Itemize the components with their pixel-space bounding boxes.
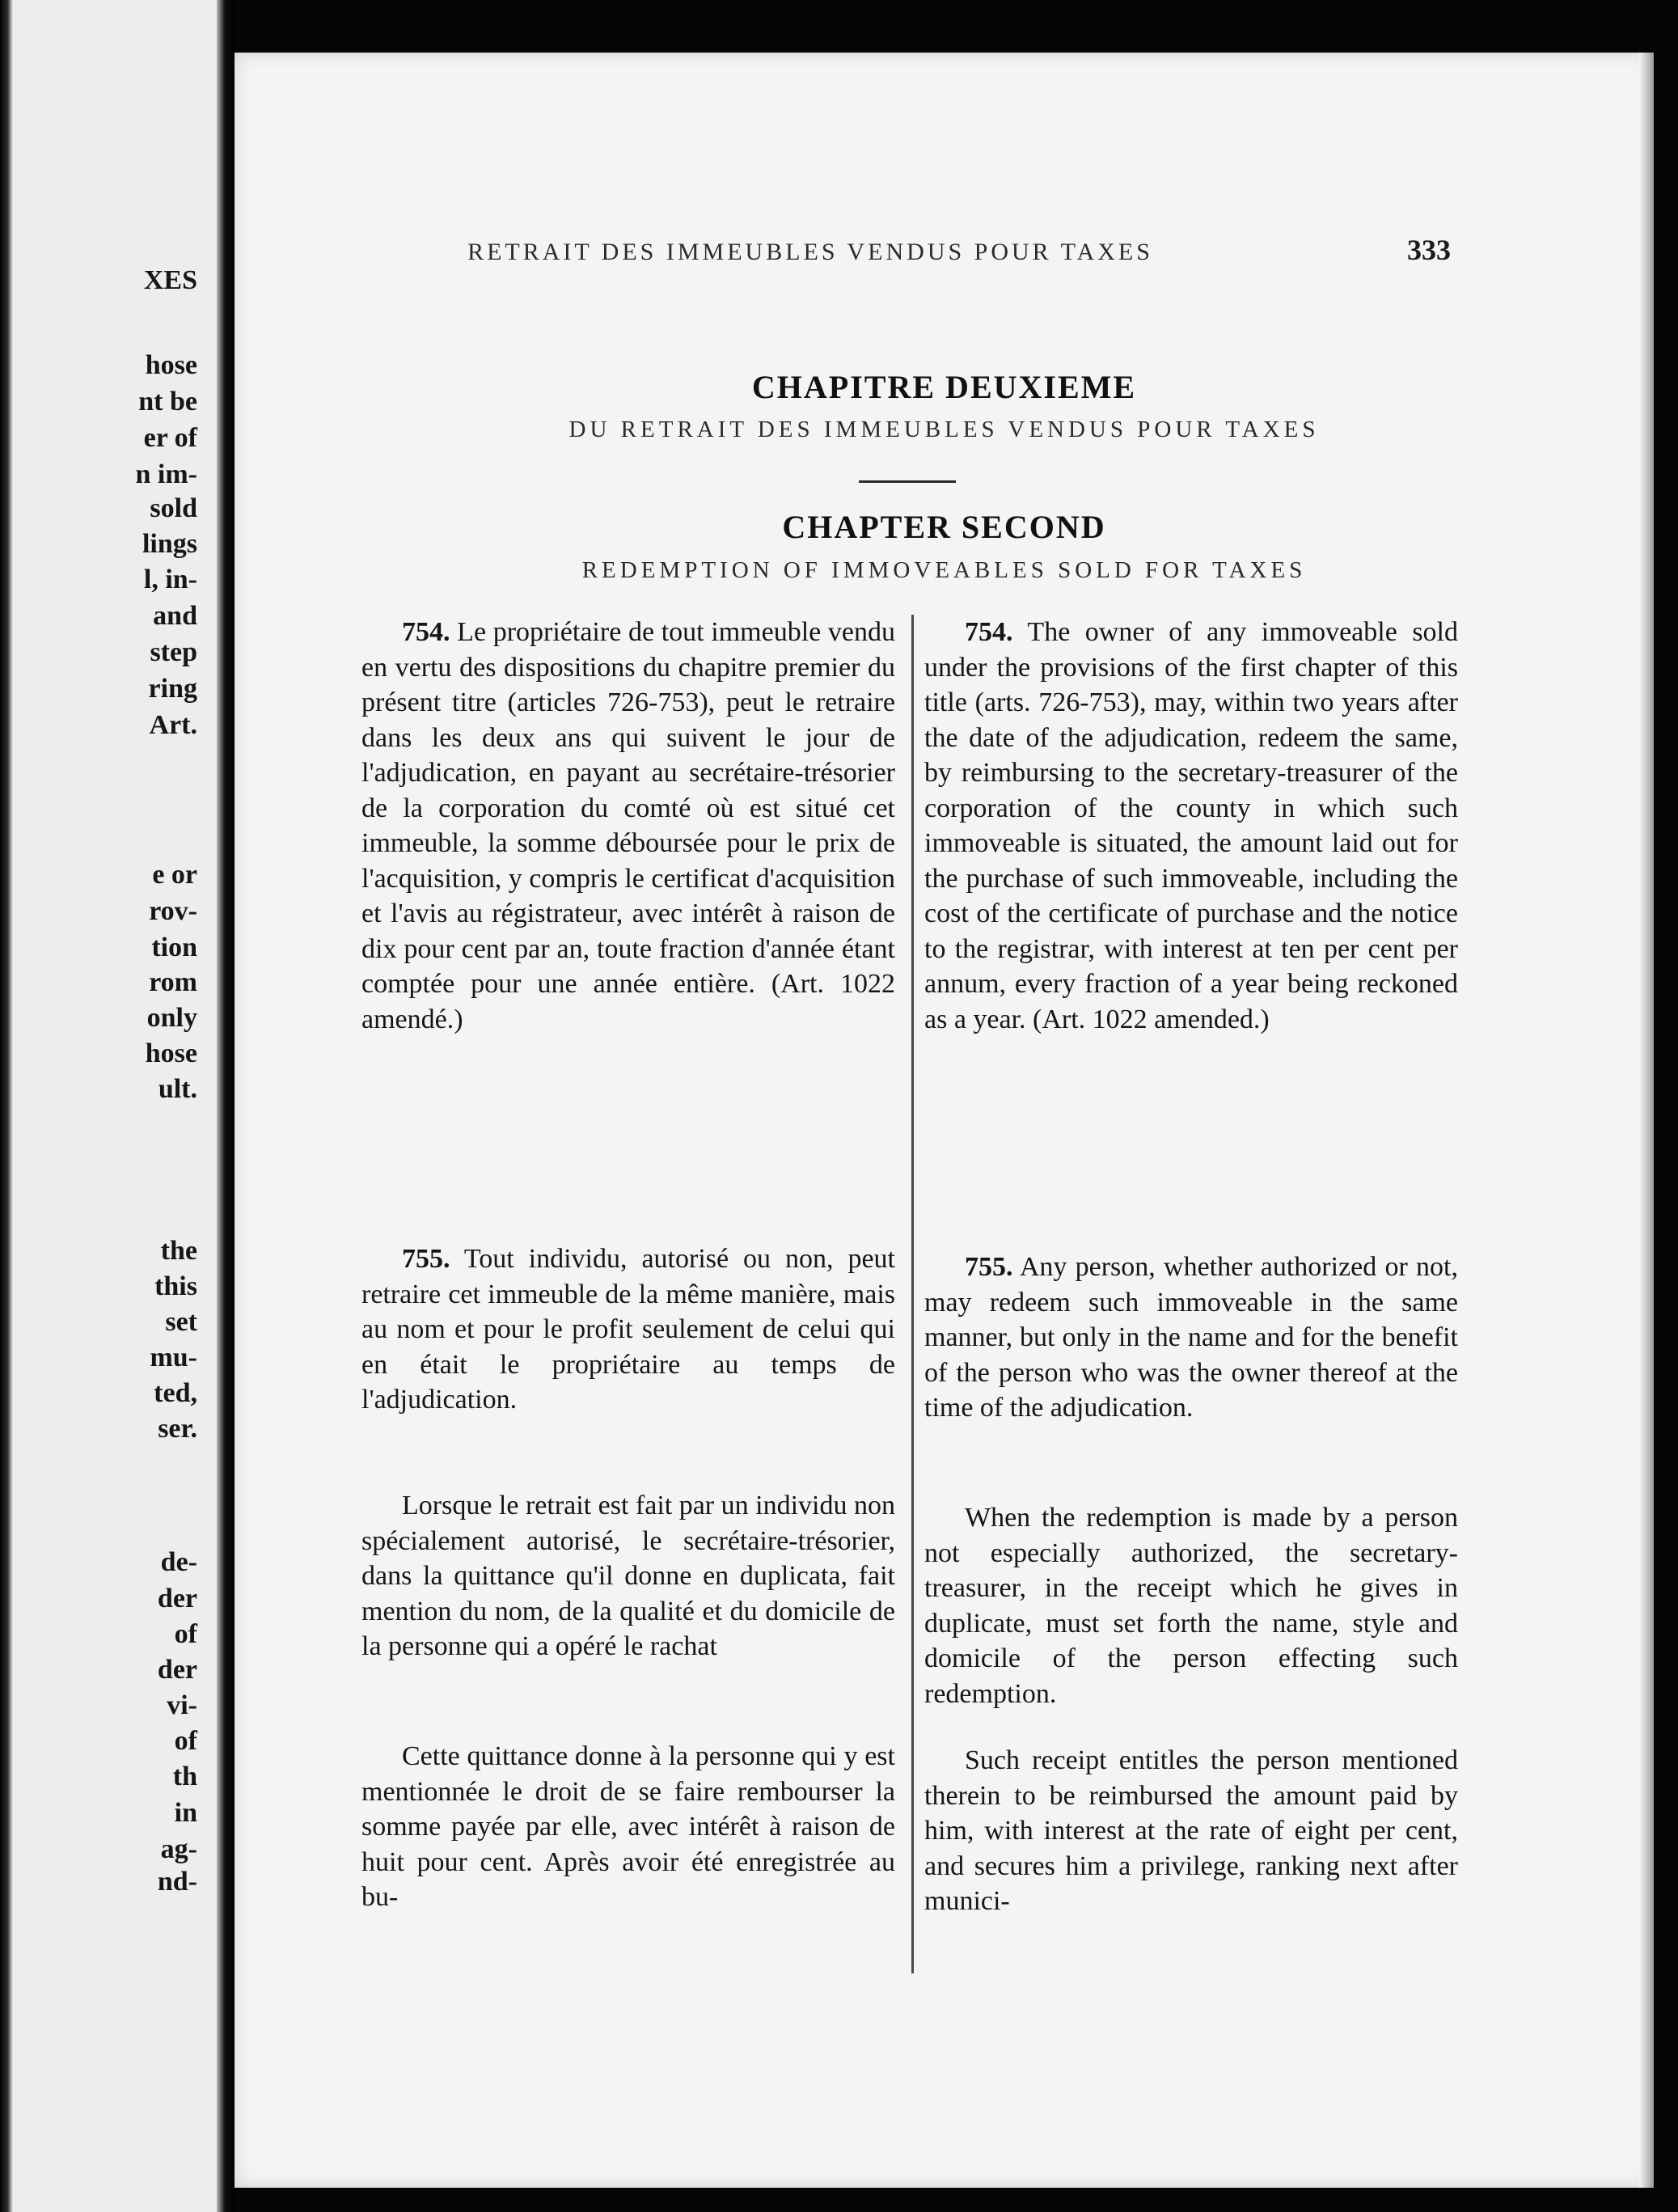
left-page-fragment: n im- [135, 459, 197, 489]
left-page-fragment: l, in- [143, 565, 197, 594]
left-page-fragment: nt be [138, 387, 197, 417]
article-number: 754. [402, 617, 450, 647]
english-paragraph-2 [924, 1500, 1458, 1711]
running-head: RETRAIT DES IMMEUBLES VENDUS POUR TAXES [467, 239, 1153, 265]
left-page-fragment: rom [149, 967, 197, 997]
left-page-fragment: only [146, 1003, 197, 1033]
left-page-fragment: and [153, 601, 197, 631]
left-page-fragment: ag- [160, 1834, 197, 1864]
paragraph-text: Lorsque le retrait est fait par un individu non spécialement autorisé, le secrétaire-trésorier, dans la quittance qu'il donne en duplicata, fait mention du nom, de la qualité et du domicile de la personne qui a opéré le rachat [361, 1491, 895, 1661]
book-gutter [217, 0, 235, 2212]
french-article-754 [361, 615, 895, 1037]
left-page-fragment: hose [145, 350, 197, 380]
left-page-fragment: Art. [149, 710, 197, 740]
article-number: 755. [965, 1252, 1013, 1282]
english-article-755 [924, 1250, 1458, 1426]
english-article-754 [924, 615, 1458, 1037]
article-number: 754. [965, 617, 1013, 647]
column-divider [911, 615, 914, 1973]
french-paragraph-3 [361, 1739, 895, 1915]
left-page-fragment: der [157, 1655, 197, 1685]
left-page-fragment: e or [152, 860, 197, 890]
french-paragraph-2 [361, 1488, 895, 1664]
left-page-fragment: the [160, 1236, 197, 1266]
french-article-755 [361, 1241, 895, 1418]
left-page-fragment: er of [143, 423, 197, 453]
left-page-fragment: step [150, 637, 197, 667]
left-page-fragment: of [174, 1726, 197, 1756]
article-text: Any person, whether authorized or not, may redeem such immoveable in the same manner, but only in the name and for the benefit of the person who was the owner thereof at the time of the adjudication. [924, 1252, 1458, 1423]
article-text: Le propriétaire de tout immeuble vendu en vertu des dispositions du chapitre premier du présent titre (articles 726-753), peut le retraire dans les deux ans qui suivent le jour de l'adjudication, en payant au secrétaire-trésorier de la corporation du comté où est situé cet immeuble, la somme déboursée pour le prix de l'acquisition, y compris le certificat d'acquisition et l'avis au régistrateur, avec intérêt à raison de dix pour cent par an, toute fraction d'année étant comptée pour une année entière. (Art. 1022 amendé.) [361, 617, 895, 1034]
left-page-fragment: vi- [167, 1690, 197, 1720]
left-page-fragment: der [157, 1584, 197, 1614]
left-page-fragment: of [174, 1619, 197, 1649]
paragraph-text: Cette quittance donne à la personne qui y est mentionnée le droit de se faire rembourser la somme payée par elle, avec intérêt à raison de huit pour cent. Après avoir été enregistrée au bu- [361, 1741, 895, 1912]
left-page-fragment: in [174, 1798, 197, 1828]
left-page-fragment: XES [143, 265, 197, 295]
left-page-fragment: sold [150, 493, 197, 523]
article-text: Tout individu, autorisé ou non, peut retraire cet immeuble de la même manière, mais au nom et pour le profit seulement de celui qui en était le propriétaire au temps de l'adjudication. [361, 1244, 895, 1415]
french-chapter-title: CHAPITRE DEUXIEME [751, 369, 1137, 405]
left-page-fragment: ted, [154, 1378, 197, 1408]
left-page-text-fragments [36, 0, 197, 2212]
article-number: 755. [402, 1244, 450, 1274]
left-page-fragment: th [172, 1762, 197, 1791]
left-page-fragment: ring [148, 674, 197, 704]
english-paragraph-3 [924, 1743, 1458, 1919]
left-facing-page [0, 0, 217, 2212]
left-page-fragment: de- [160, 1547, 197, 1577]
english-chapter-subtitle: REDEMPTION OF IMMOVEABLES SOLD FOR TAXES [581, 557, 1307, 583]
french-chapter-subtitle: DU RETRAIT DES IMMEUBLES VENDUS POUR TAXES [568, 417, 1320, 442]
left-page-fragment: rov- [149, 896, 197, 926]
left-page-fragment: ser. [158, 1414, 197, 1444]
left-page-fragment: ult. [158, 1074, 197, 1104]
left-page-fragment: hose [145, 1038, 197, 1068]
heading-rule [859, 480, 956, 483]
paragraph-text: Such receipt entitles the person mentioned therein to be reimbursed the amount paid by him, with interest at the rate of eight per cent, and secures him a privilege, ranking next after munici- [924, 1745, 1458, 1916]
page-number: 333 [1407, 234, 1451, 266]
article-text: The owner of any immoveable sold under the provisions of the first chapter of this title (arts. 726-753), may, within two years after the date of the adjudication, redeem the same, by reimbursing to the secretary-treasurer of the corporation of the county in which such immoveable is situated, the amount laid out for the purchase of such immoveable, including the cost of the certificate of purchase and the notice to the registrar, with interest at ten per cent per annum, every fraction of a year being reckoned as a year. (Art. 1022 amended.) [924, 617, 1459, 1034]
left-page-fragment: nd- [157, 1867, 197, 1897]
left-page-fragment: this [154, 1271, 197, 1301]
left-page-fragment: tion [151, 933, 197, 962]
english-chapter-title: CHAPTER SECOND [782, 509, 1106, 545]
paragraph-text: When the redemption is made by a person not especially authorized, the secretary-treasurer, in the receipt which he gives in duplicate, must set forth the name, style and domicile of the person effecting such redemption. [924, 1503, 1458, 1709]
left-page-fragment: set [165, 1307, 197, 1337]
left-page-fragment: mu- [150, 1343, 197, 1372]
left-page-fragment: lings [142, 529, 197, 559]
left-page-edge-shadow [0, 0, 13, 2212]
